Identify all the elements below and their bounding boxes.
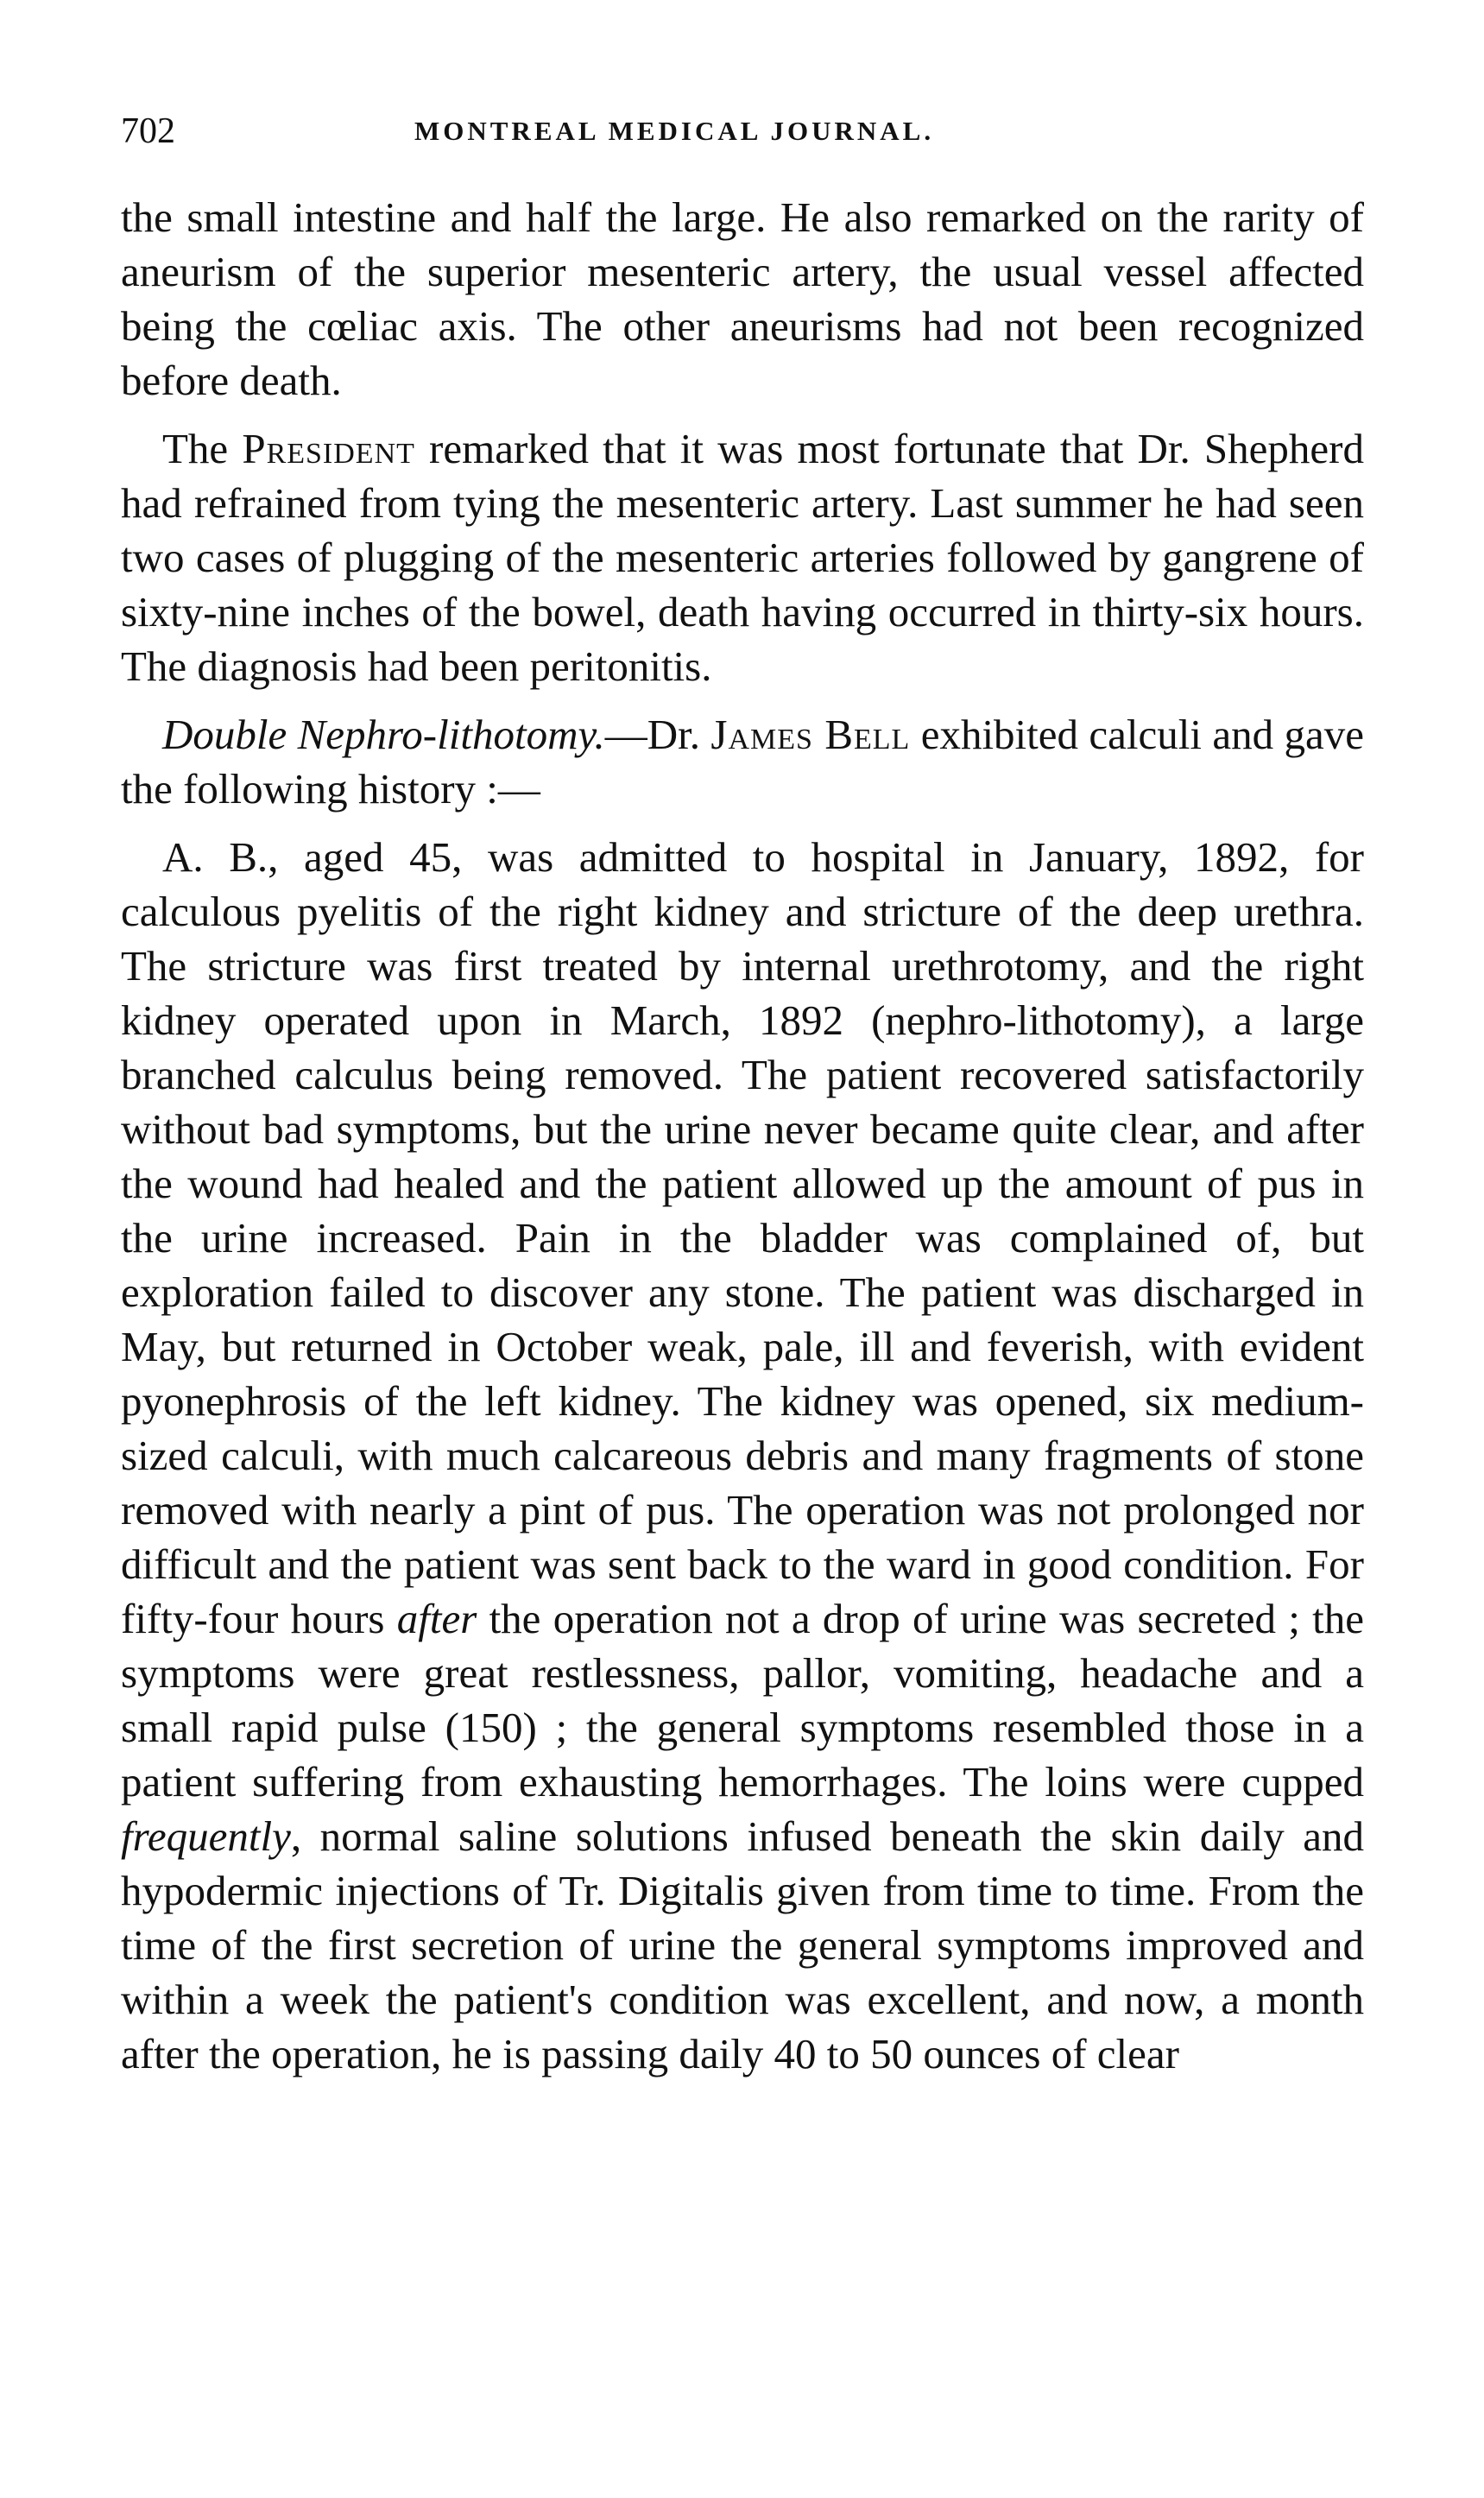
speaker-james-bell: James Bell bbox=[710, 711, 911, 758]
page-number: 702 bbox=[121, 111, 175, 151]
paragraph-4 bbox=[121, 830, 1364, 2081]
journal-page bbox=[121, 111, 1364, 2095]
paragraph-3 bbox=[121, 707, 1364, 816]
article-body bbox=[121, 190, 1364, 2081]
paragraph-4-part-b: the operation not a drop of urine was secreted ; the symptoms were great restlessness, pallor, vomiting, headache and a small rapid pulse (150) ; the general symptoms resembled those in a patient suffering from exhausting hemorrhages. The loins were cupped bbox=[121, 1595, 1365, 1806]
running-title: MONTREAL MEDICAL JOURNAL. bbox=[414, 116, 935, 146]
page-header bbox=[121, 111, 1364, 171]
paragraph-2-prefix: The bbox=[162, 425, 243, 472]
paragraph-4-part-a: A. B., aged 45, was admitted to hospital in January, 1892, for calculous pyelitis of the right kidney and stricture of the deep urethra. The stricture was first treated by internal urethrotomy, and the right kidney operated upon in March, 1892 (nephro-lithotomy), a large branched calculus being removed. The patient recovered satisfactorily without bad symptoms, but the urine never became quite clear, and after the wound had healed and the patient allowed up the amount of pus in the urine increased. Pain in the bladder was complained of, but exploration failed to discover any stone. The patient was discharged in May, but returned in October weak, pale, ill and feverish, with evident pyonephrosis of the left kidney. The kidney was opened, six medium-sized calculi, with much calcareous debris and many fragments of stone removed with nearly a pint of pus. The operation was not prolonged nor difficult and the patient was sent back to the ward in good condition. For fifty-four hours bbox=[121, 833, 1364, 1642]
paragraph-4-part-c: , normal saline solutions infused beneath the skin daily and hypodermic injections of Tr. Digitalis given from time to time. From the time of the first secretion of urine the general symptoms improved and within a week the patient's condition was excellent, and now, a month after the operation, he is passing daily 40 to 50 ounces of clear bbox=[121, 1812, 1364, 2077]
section-heading: Double Nephro-lithotomy. bbox=[162, 711, 605, 758]
speaker-president: President bbox=[242, 425, 415, 472]
paragraph-3-text: exhibited calculi and gave the following history :— bbox=[121, 711, 1365, 813]
paragraph-2-text: remarked that it was most fortunate that Dr. Shepherd had refrained from tying the mesenteric artery. Last summer he had seen two cases of plugging of the mesenteric arteries followed by gangrene of sixty-nine inches of the bowel, death having occurred in thirty-six hours. The diagnosis had been peritonitis. bbox=[121, 425, 1364, 690]
paragraph-2 bbox=[121, 421, 1364, 693]
emphasis-after: after bbox=[396, 1595, 477, 1642]
emphasis-frequently: frequently bbox=[121, 1812, 291, 1860]
paragraph-3-dash: —Dr. bbox=[604, 711, 711, 758]
paragraph-1: the small intestine and half the large. He also remarked on the rarity of aneurism of the superior mesenteric artery, the usual vessel affected being the cœliac axis. The other aneurisms had not been recognized before death. bbox=[121, 193, 1364, 404]
